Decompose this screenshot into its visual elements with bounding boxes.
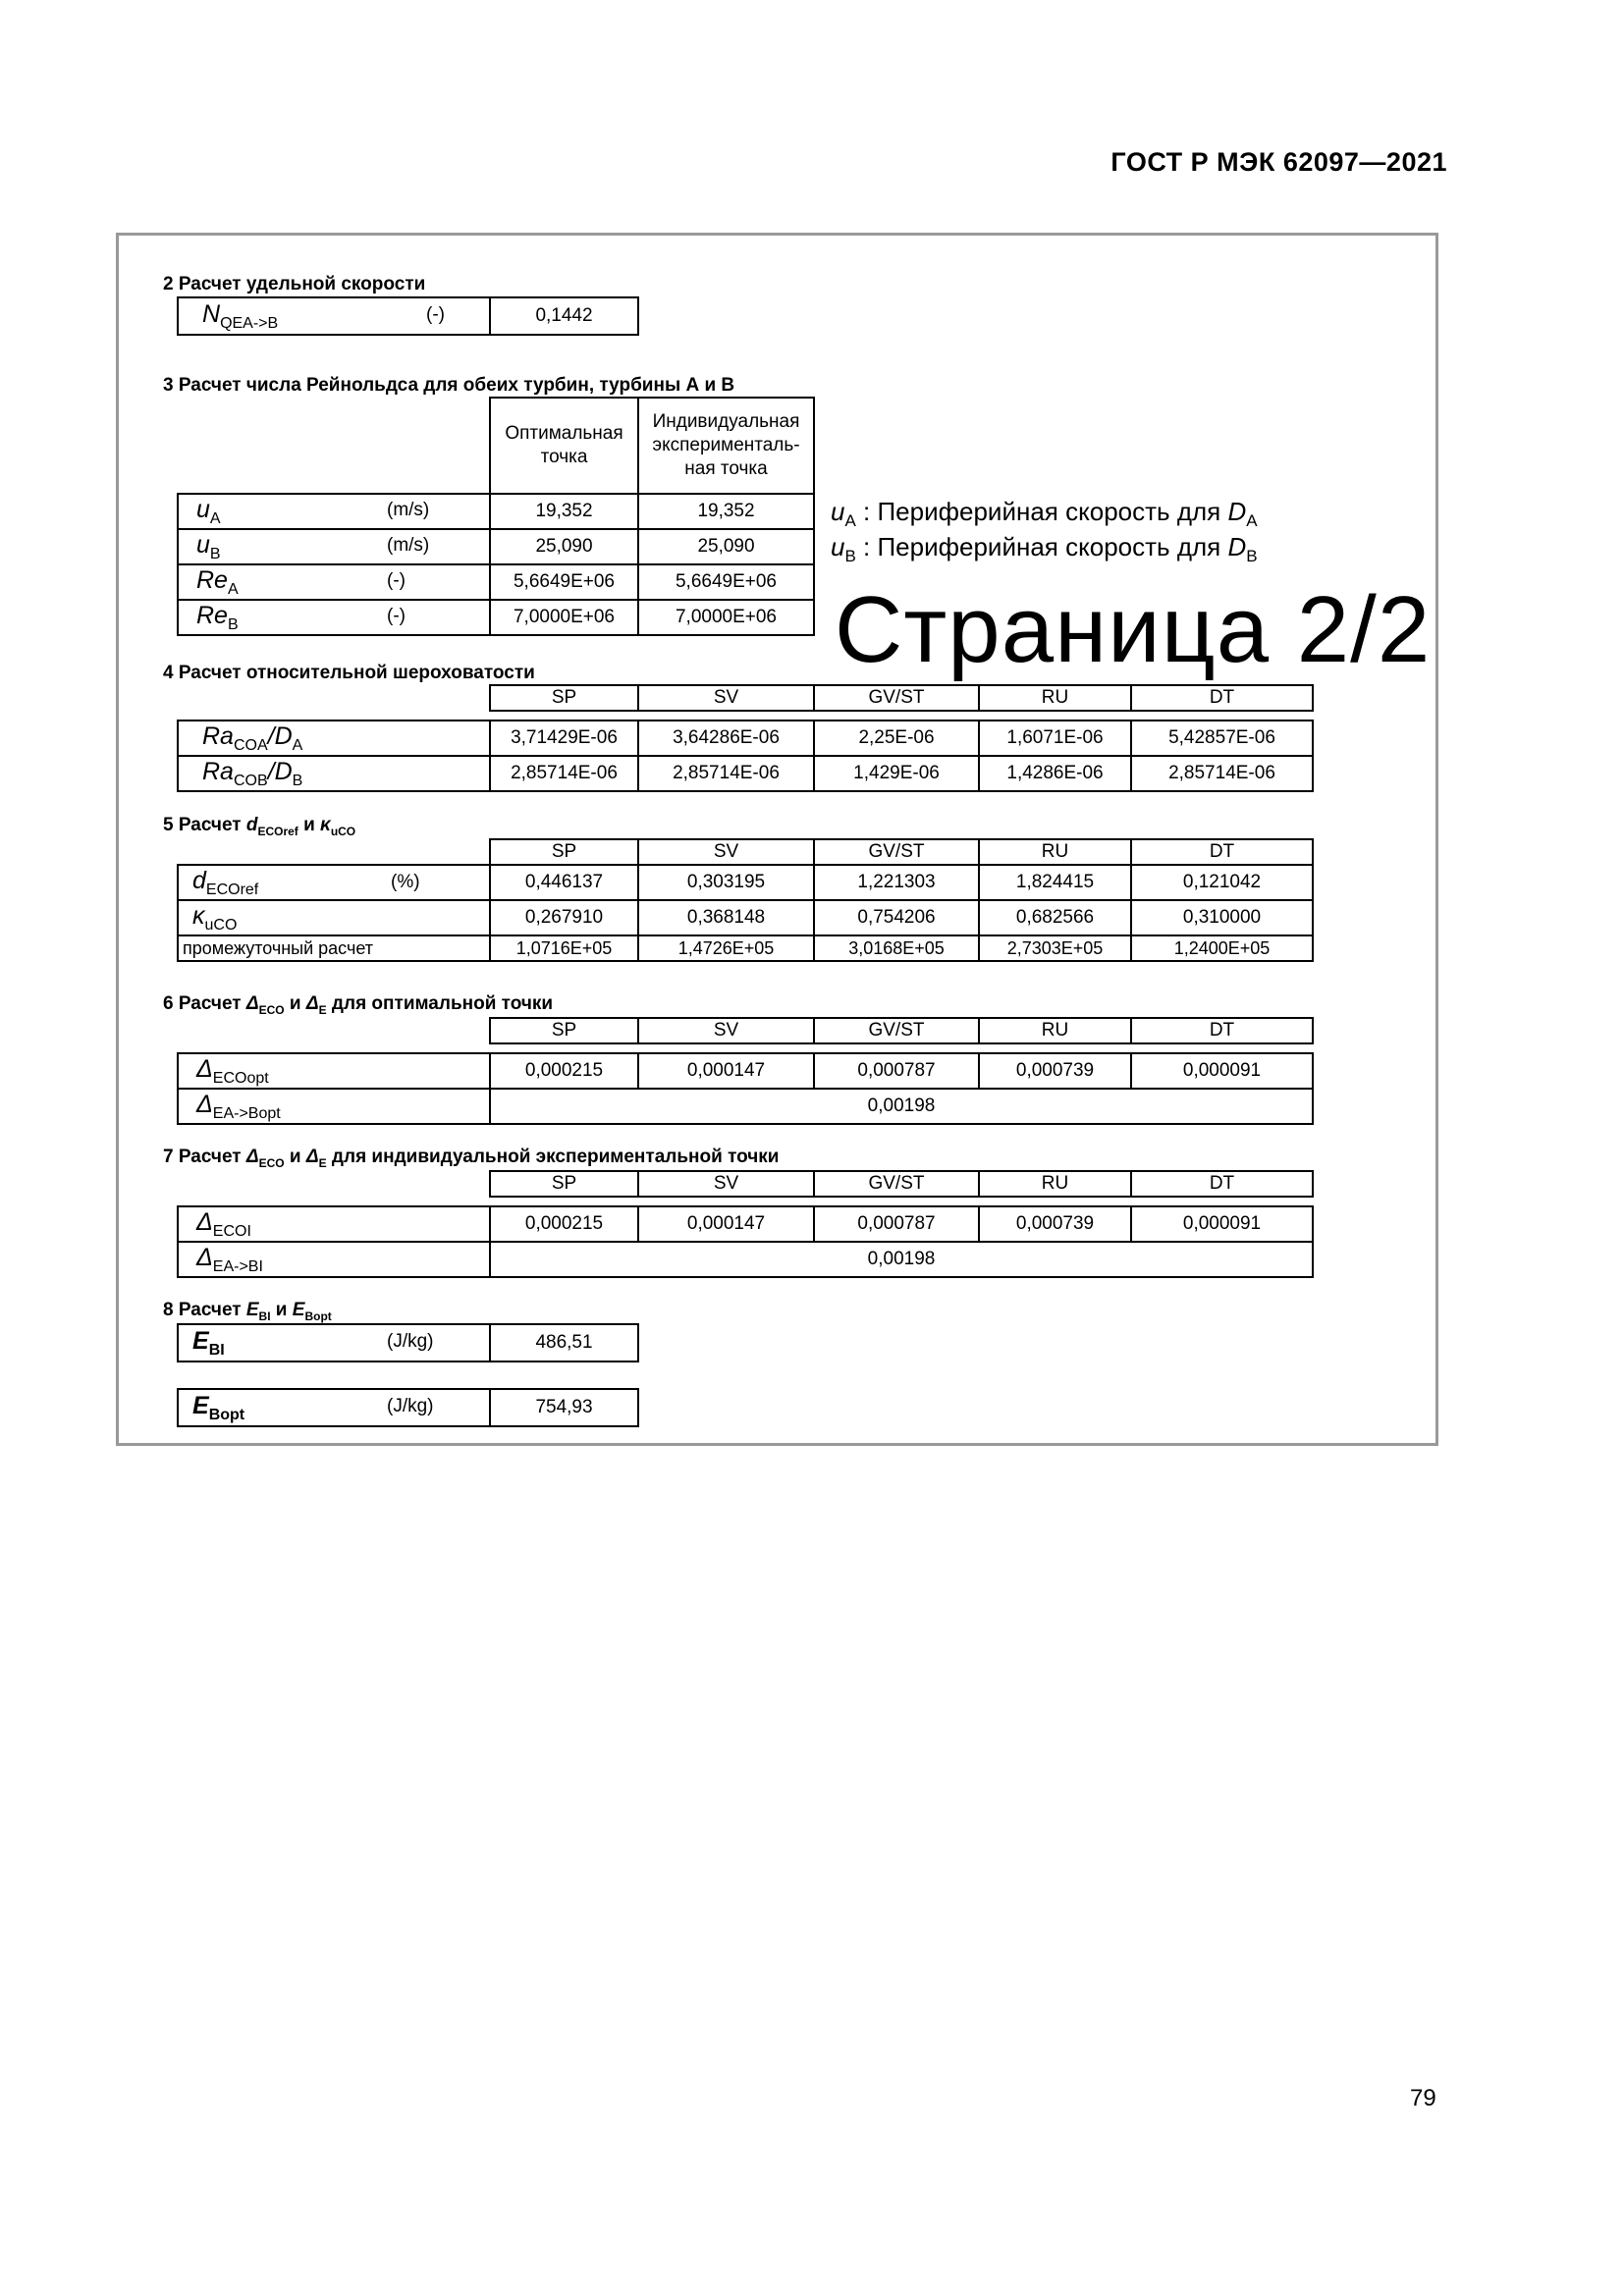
eco-ref-table xyxy=(177,838,1314,962)
table-row: $\Delta_{EA->Bopt}$ 0,00198 xyxy=(178,1089,1313,1124)
section-4-title: 4 Расчет относительной шероховатости xyxy=(163,663,535,683)
value-cell: 7,0000E+06 xyxy=(490,600,638,635)
label-cell: $N_{QEA->B}$ (-) xyxy=(178,297,490,335)
table-row: $Re_B$ (-) 7,0000E+06 7,0000E+06 xyxy=(178,600,814,635)
value-cell: 25,090 xyxy=(490,529,638,564)
section-2-title: 2 Расчет удельной скорости xyxy=(163,274,426,294)
column-header-row: SP SV GV/ST RU DT xyxy=(178,839,1313,865)
column-header-row: SP SV GV/ST RU DT xyxy=(178,1018,1313,1043)
section-7-title: 7 Расчет $\Delta_{ECO}$ и $\Delta_E$ для индивидуальной экспериментальной точки xyxy=(163,1147,780,1170)
table-row: промежуточный расчет 1,0716E+05 1,4726E+05 3,0168E+05 2,7303E+05 1,2400E+05 xyxy=(178,935,1313,961)
section-6-title: 6 Расчет $\Delta_{ECO}$ и $\Delta_E$ для оптимальной точки xyxy=(163,993,554,1017)
table-row: $\Delta_{ECOI}$ 0,000215 0,000147 0,000787 0,000739 0,000091 xyxy=(178,1206,1313,1242)
note-ub: $u_B$ : Периферийная скорость для $D_B$ xyxy=(831,532,1258,566)
value-cell: 7,0000E+06 xyxy=(638,600,814,635)
reynolds-table xyxy=(177,397,815,636)
table-row: $u_A$ (m/s) 19,352 19,352 xyxy=(178,494,814,529)
blank-cell xyxy=(178,398,490,494)
column-header-row: SP SV GV/ST RU DT xyxy=(178,1171,1313,1197)
table-row: $E_{Bopt}$ (J/kg) 754,93 xyxy=(178,1389,638,1426)
value-cell: 5,6649E+06 xyxy=(638,564,814,600)
energy-bi-table xyxy=(177,1323,639,1362)
page-number: 79 xyxy=(1410,2085,1436,2111)
value-cell: 19,352 xyxy=(638,494,814,529)
page-header: ГОСТ Р МЭК 62097—2021 xyxy=(1110,147,1447,177)
note-ua: $u_A$ : Периферийная скорость для $D_A$ xyxy=(831,497,1258,531)
col-header: SP xyxy=(490,685,638,711)
col-header: DT xyxy=(1131,685,1313,711)
energy-bopt-table xyxy=(177,1388,639,1427)
section-3-title: 3 Расчет числа Рейнольдса для обеих турбин, турбины А и В xyxy=(163,375,735,396)
value-cell: 25,090 xyxy=(638,529,814,564)
merged-value-cell: 0,00198 xyxy=(490,1089,1313,1124)
merged-value-cell: 0,00198 xyxy=(490,1242,1313,1277)
delta-opt-table xyxy=(177,1017,1314,1125)
table-row: $\Delta_{ECOopt}$ 0,000215 0,000147 0,000787 0,000739 0,000091 xyxy=(178,1053,1313,1089)
table-row: $\Delta_{EA->BI}$ 0,00198 xyxy=(178,1242,1313,1277)
value-cell: 5,6649E+06 xyxy=(490,564,638,600)
col-header: GV/ST xyxy=(814,685,979,711)
roughness-table xyxy=(177,684,1314,792)
table-row: $\kappa_{uCO}$ 0,267910 0,368148 0,754206 0,682566 0,310000 xyxy=(178,900,1313,935)
section-8-title: 8 Расчет $E_{BI}$ и $E_{Bopt}$ xyxy=(163,1300,332,1323)
column-header-row xyxy=(178,685,1313,711)
col-individual: Индивидуальная эксперименталь-ная точка xyxy=(638,398,814,494)
intermediate-label: промежуточный расчет xyxy=(178,935,490,961)
delta-individual-table xyxy=(177,1170,1314,1278)
value-cell: 19,352 xyxy=(490,494,638,529)
col-optimal: Оптимальная точка xyxy=(490,398,638,494)
specific-speed-table xyxy=(177,296,639,336)
section-5-title: 5 Расчет $d_{ECOref}$ и $\kappa_{uCO}$ xyxy=(163,815,356,838)
col-header: SV xyxy=(638,685,814,711)
page-stamp: Страница 2/2 xyxy=(835,577,1432,682)
table-row: $Re_A$ (-) 5,6649E+06 5,6649E+06 xyxy=(178,564,814,600)
table-row: $E_{BI}$ (J/kg) 486,51 xyxy=(178,1324,638,1362)
table-row: $u_B$ (m/s) 25,090 25,090 xyxy=(178,529,814,564)
unit: (-) xyxy=(426,304,445,325)
table-row: $Ra_{COB}/D_B$ 2,85714E-06 2,85714E-06 1,429E-06 1,4286E-06 2,85714E-06 xyxy=(178,756,1313,791)
table-row: $Ra_{COA}/D_A$ 3,71429E-06 3,64286E-06 2,25E-06 1,6071E-06 5,42857E-06 xyxy=(178,721,1313,756)
table-row: $d_{ECOref}$ (%) 0,446137 0,303195 1,221303 1,824415 0,121042 xyxy=(178,865,1313,900)
value-cell: 0,1442 xyxy=(490,297,638,335)
col-header: RU xyxy=(979,685,1131,711)
